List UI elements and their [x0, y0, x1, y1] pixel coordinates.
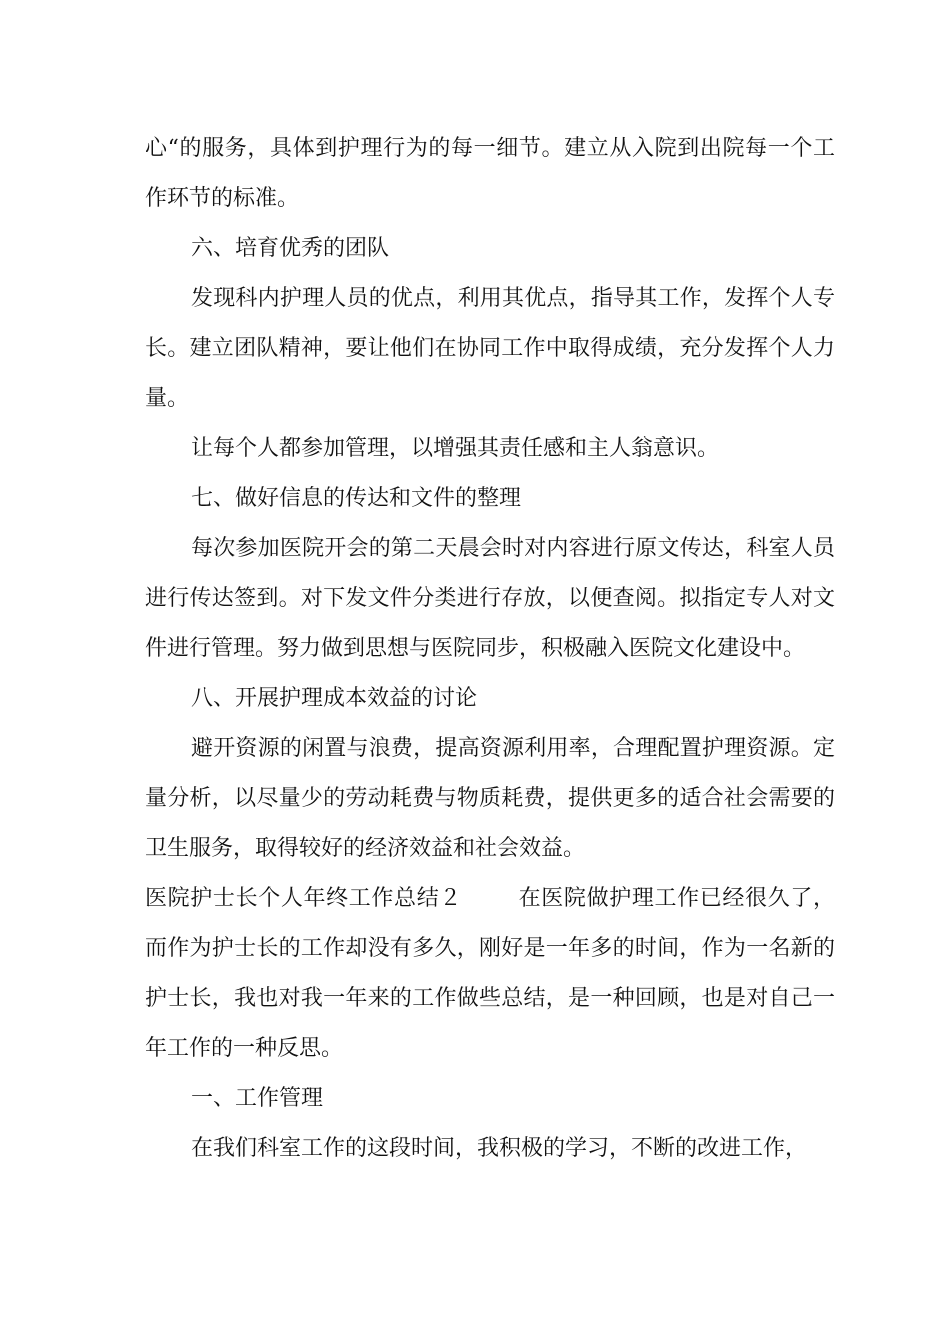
- paragraph-team-strengths: 发现科内护理人员的优点，利用其优点，指导其工作，发挥个人专长。建立团队精神，要让他们在协同工作中取得成绩，充分发挥个人力量。: [145, 286, 835, 411]
- heading-six-team: 六、培育优秀的团队: [191, 236, 390, 261]
- heading-eight-cost-benefit: 八、开展护理成本效益的讨论: [191, 686, 478, 711]
- paragraph-service-standard: 心“的服务，具体到护理行为的每一细节。建立从入院到出院每一个工作环节的标准。: [145, 136, 835, 211]
- section-two-paragraph: [145, 874, 835, 1074]
- paragraph-resource-use: 避开资源的闲置与浪费，提高资源利用率，合理配置护理资源。定量分析，以尽量少的劳动耗费与物质耗费，提供更多的适合社会需要的卫生服务，取得较好的经济效益和社会效益。: [145, 736, 835, 861]
- paragraph-information-files: 每次参加医院开会的第二天晨会时对内容进行原文传达，科室人员进行传达签到。对下发文件分类进行存放，以便查阅。拟指定专人对文件进行管理。努力做到思想与医院同步，积极融入医院文化建设中。: [145, 536, 835, 661]
- heading-seven-information: 七、做好信息的传达和文件的整理: [191, 486, 522, 511]
- section-two-intro: 在医院做护理工作已经很久了，而作为护士长的工作却没有多久，刚好是一年多的时间，作为一名新的护士长，我也对我一年来的工作做些总结，是一种回顾，也是对自己一年工作的一种反思。: [145, 886, 835, 1061]
- paragraph-management-participation: 让每个人都参加管理，以增强其责任感和主人翁意识。: [191, 436, 720, 461]
- section-two-title: 医院护士长个人年终工作总结２: [145, 886, 462, 911]
- document-body: [145, 124, 835, 1174]
- paragraph-work-management: 在我们科室工作的这段时间，我积极的学习，不断的改进工作，: [191, 1136, 808, 1161]
- heading-one-work-management: 一、工作管理: [191, 1086, 324, 1111]
